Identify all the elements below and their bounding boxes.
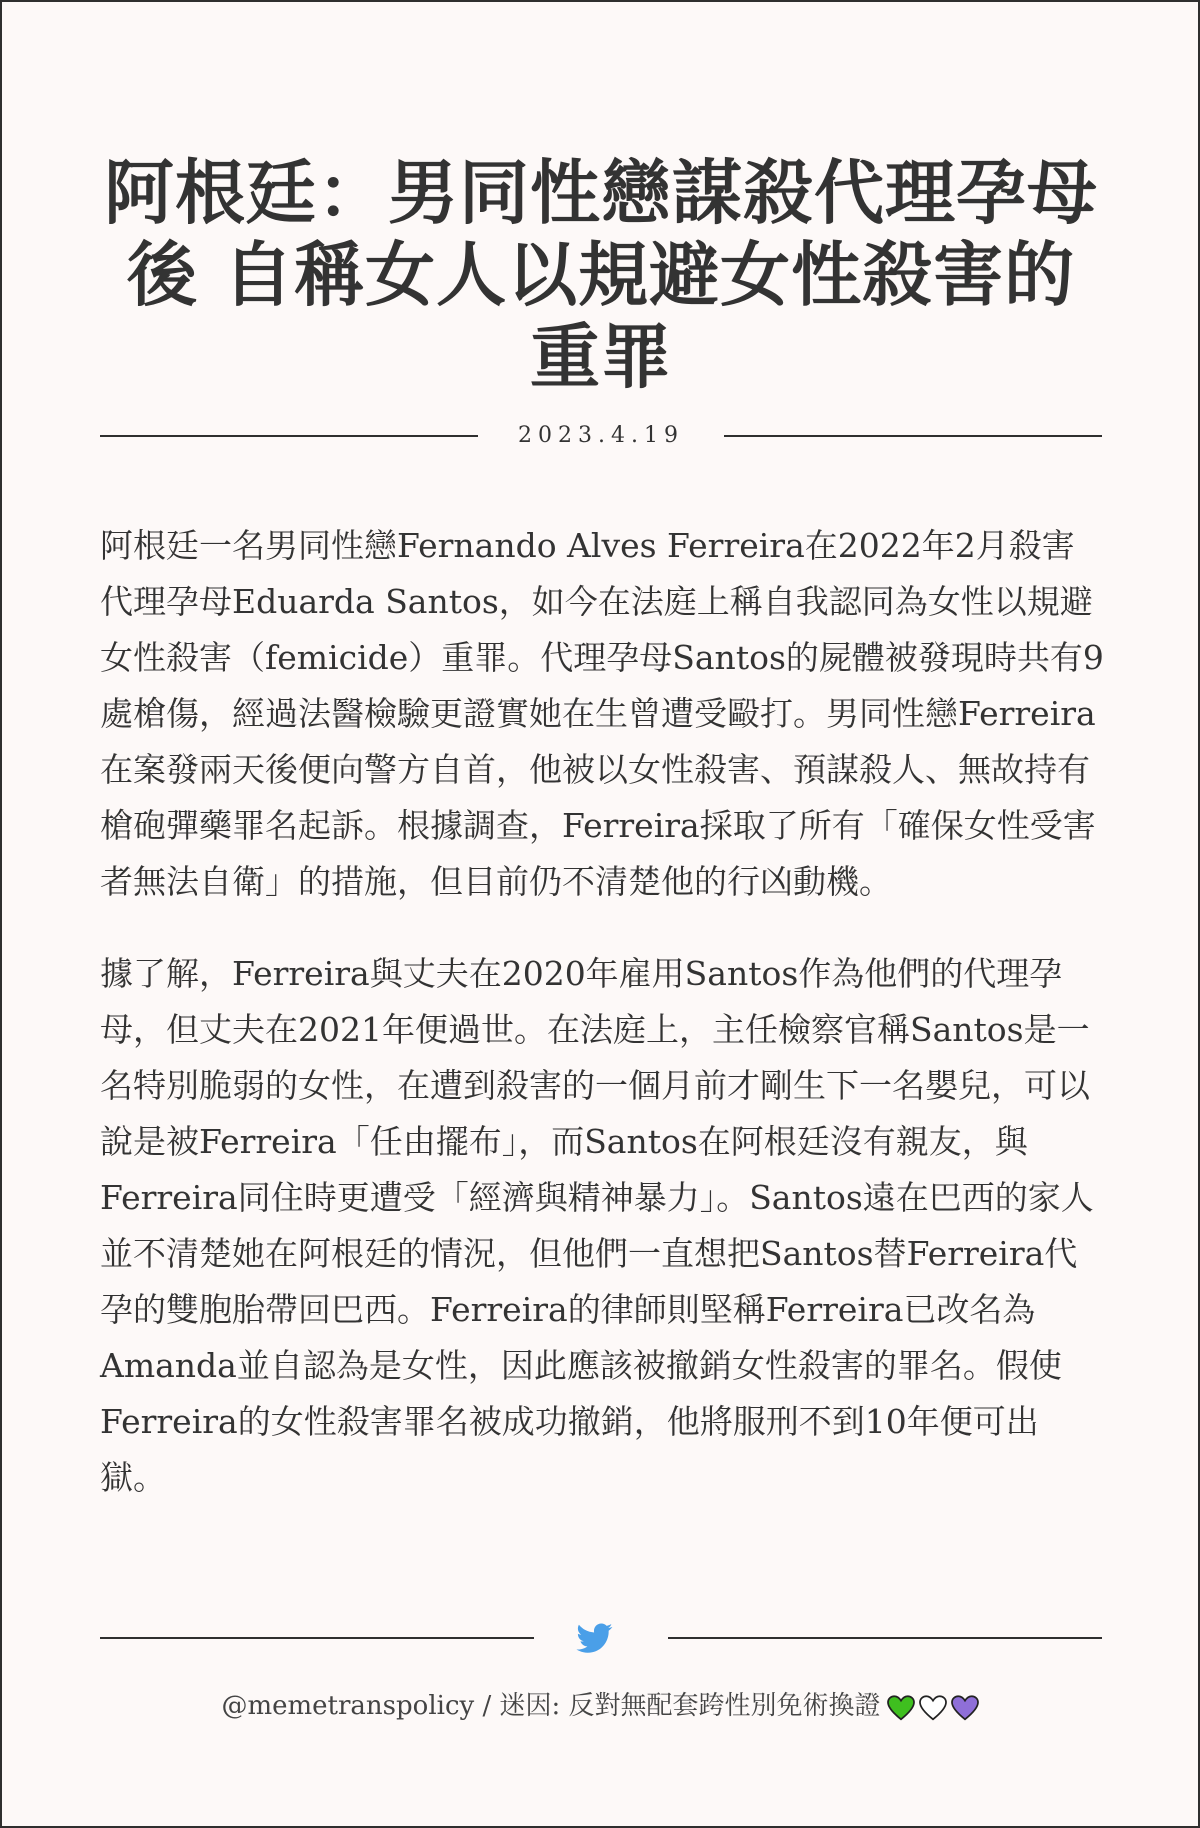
footer-divider bbox=[100, 1618, 1102, 1662]
article-title: 阿根廷：男同性戀謀殺代理孕母後 自稱女人以規避女性殺害的重罪 bbox=[104, 152, 1098, 398]
article-date: 2023.4.19 bbox=[518, 423, 684, 448]
credit-text: @memetranspolicy / 迷因: 反對無配套跨性別免術換證 bbox=[221, 1691, 881, 1721]
divider-line-left bbox=[100, 435, 478, 437]
hearts-group bbox=[885, 1687, 981, 1727]
twitter-bird-icon bbox=[575, 1620, 615, 1656]
article-paragraph: 阿根廷一名男同性戀Fernando Alves Ferreira在2022年2月殺害代理孕母Eduarda Santos，如今在法庭上稱自我認同為女性以規避女性殺害（femicide）重罪。代理孕母Santos的屍體被發現時共有9處槍傷，經過法醫檢驗更證實她在生曾遭受毆打。男同性戀Ferreira在案發兩天後便向警方自首，他被以女性殺害、預謀殺人、無故持有槍砲彈藥罪名起訴。根據調查，Ferreira採取了所有「確保女性受害者無法自衛」的措施，但目前仍不清楚他的行凶動機。 bbox=[100, 526, 1104, 901]
date-divider bbox=[100, 418, 1102, 454]
divider-line-right bbox=[724, 435, 1102, 437]
article-body bbox=[100, 518, 1104, 1542]
footer-line-right bbox=[668, 1637, 1102, 1639]
white-heart-icon bbox=[919, 1695, 947, 1721]
purple-heart-icon bbox=[951, 1695, 979, 1721]
footer-line-left bbox=[100, 1637, 534, 1639]
footer-credit bbox=[100, 1686, 1102, 1727]
article-paragraph: 據了解，Ferreira與丈夫在2020年雇用Santos作為他們的代理孕母，但丈夫在2021年便過世。在法庭上，主任檢察官稱Santos是一名特別脆弱的女性，在遭到殺害的一個月前才剛生下一名嬰兒，可以說是被Ferreira「任由擺布」，而Santos在阿根廷沒有親友，與Ferreira同住時更遭受「經濟與精神暴力」。Santos遠在巴西的家人並不清楚她在阿根廷的情況，但他們一直想把Santos替Ferreira代孕的雙胞胎帶回巴西。Ferreira的律師則堅稱Ferreira已改名為Amanda並自認為是女性，因此應該被撤銷女性殺害的罪名。假使Ferreira的女性殺害罪名被成功撤銷，他將服刑不到10年便可出獄。 bbox=[100, 954, 1094, 1497]
green-heart-icon bbox=[887, 1695, 915, 1721]
